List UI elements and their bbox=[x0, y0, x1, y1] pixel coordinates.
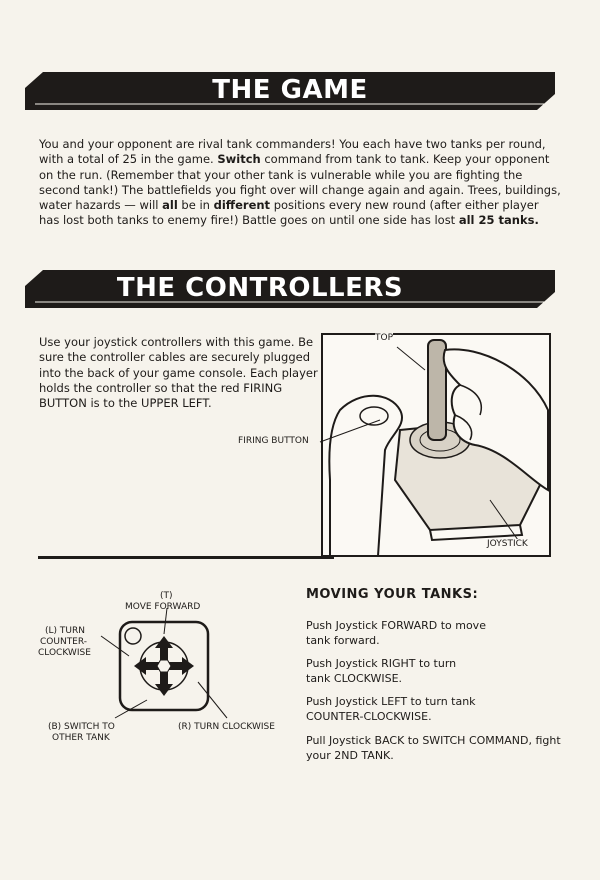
label-l-line1: (L) TURN bbox=[45, 626, 85, 636]
joystick-direction-diagram bbox=[95, 600, 305, 720]
section-title-controllers: THE CONTROLLERS bbox=[116, 273, 404, 303]
moving-item: Push Joystick LEFT to turn tank COUNTER-CLOCKWISE. bbox=[306, 695, 476, 723]
divider-rule bbox=[38, 556, 334, 559]
label-t: (T) bbox=[160, 591, 173, 601]
section-title-game: THE GAME bbox=[212, 75, 368, 105]
moving-item: Push Joystick RIGHT to turn tank CLOCKWISE. bbox=[306, 657, 457, 685]
label-joystick: JOYSTICK bbox=[487, 539, 528, 549]
joystick-hand-illustration bbox=[300, 330, 555, 562]
moving-item: Push Joystick FORWARD to move tank forward. bbox=[306, 619, 486, 647]
controllers-description: Use your joystick controllers with this game. Be sure the controller cables are securely plugged into the back of your game console. Each player holds the controller so that the red FIRING BUTTON is to the UPPER LEFT. bbox=[39, 335, 318, 411]
label-l-line2: COUNTER- bbox=[40, 637, 88, 647]
moving-title: MOVING YOUR TANKS: bbox=[306, 587, 479, 602]
moving-item: Pull Joystick BACK to SWITCH COMMAND, fight your 2ND TANK. bbox=[306, 734, 561, 762]
section-banner-game bbox=[25, 72, 555, 110]
label-b-line1: (B) SWITCH TO bbox=[48, 722, 115, 732]
section-banner-controllers bbox=[25, 270, 555, 308]
label-firing-button: FIRING BUTTON bbox=[238, 436, 309, 446]
label-b-line2: OTHER TANK bbox=[52, 733, 110, 743]
label-r-turn-clockwise: (R) TURN CLOCKWISE bbox=[178, 722, 275, 732]
game-description: You and your opponent are rival tank commanders! You each have two tanks per round, with a total of 25 in the game. Switch command from tank to tank. Keep your opponent on the run. (Remember that your other tank is vulnerable while you are fighting the second tank!) The battlefields you fight over will change again and again. Trees, buildings, water hazards — will all be in different positions every new round (after either player has lost both tanks to enemy fire!) Battle goes on until one side has lost all 25 tanks. bbox=[39, 137, 561, 228]
label-l-line3: CLOCKWISE bbox=[38, 648, 91, 658]
label-top: TOP bbox=[375, 333, 394, 343]
label-move-forward: MOVE FORWARD bbox=[125, 602, 201, 612]
